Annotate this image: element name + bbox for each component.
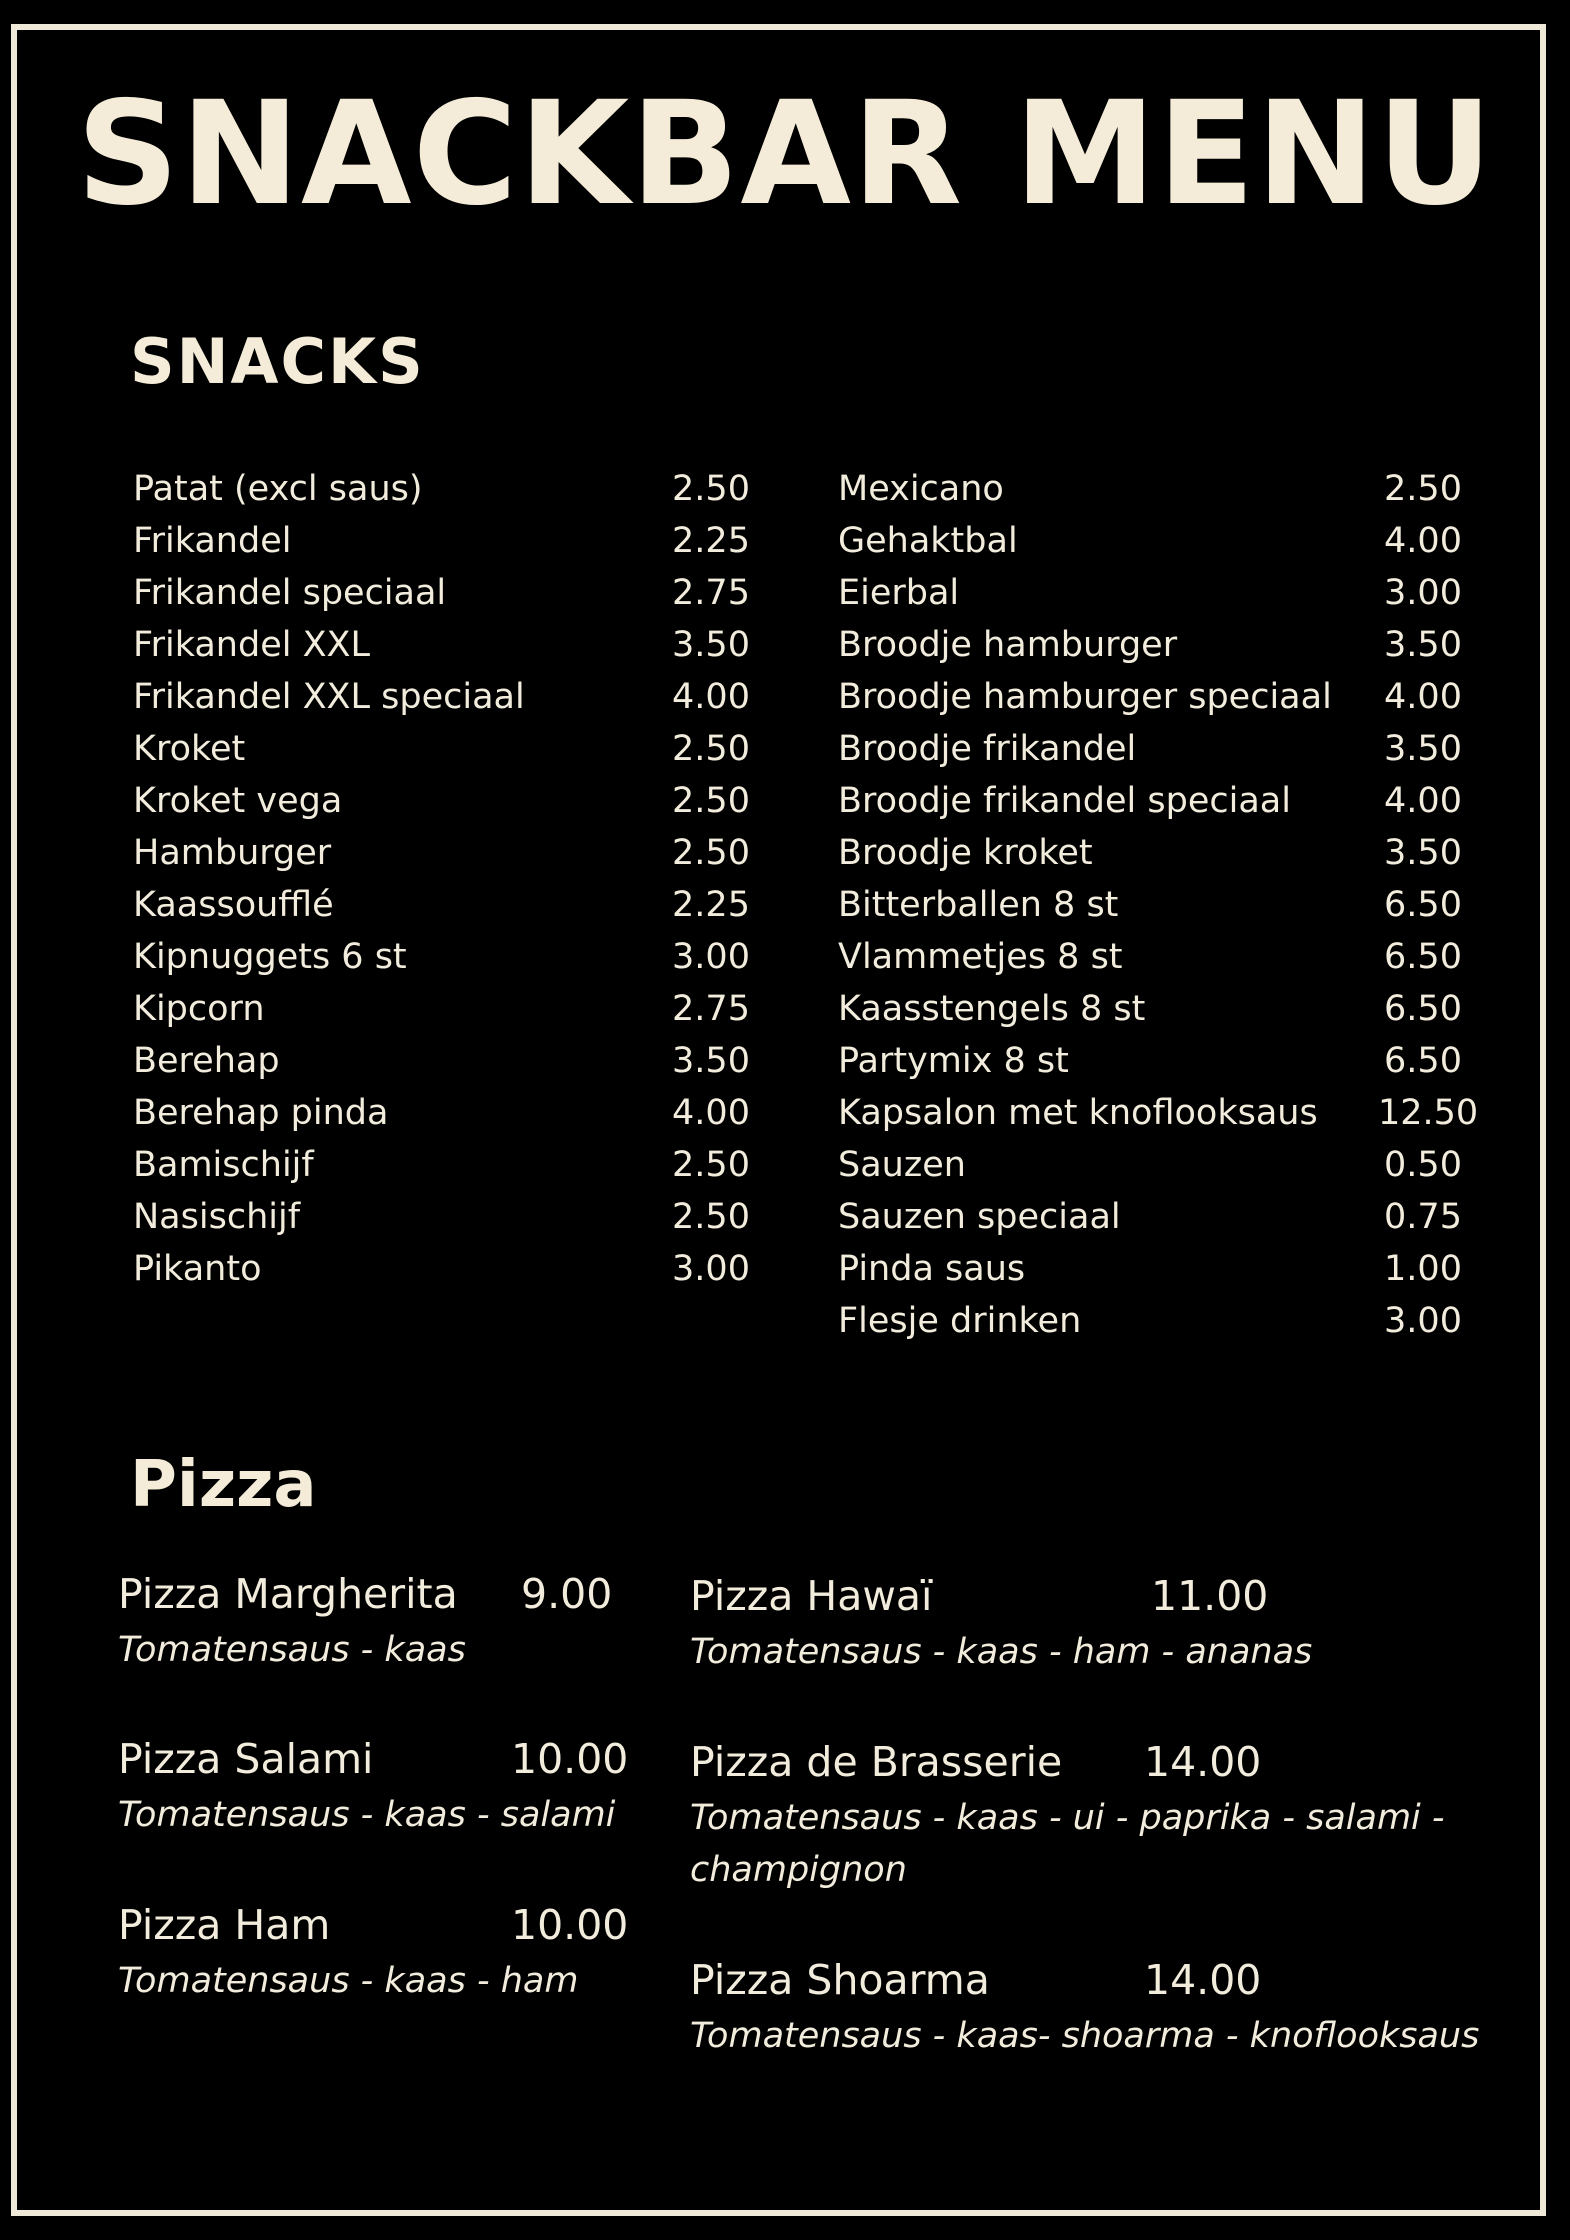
pizza-item-hawai xyxy=(690,1566,1312,1678)
snack-price: 4.00 xyxy=(1384,521,1462,561)
snack-price: 2.50 xyxy=(1384,469,1462,509)
snack-name: Berehap pinda xyxy=(133,1093,389,1133)
snack-name: Hamburger xyxy=(133,833,332,873)
pizza-name: Pizza Shoarma xyxy=(690,1956,990,2004)
snack-price: 12.50 xyxy=(1378,1093,1479,1133)
snack-price: 4.00 xyxy=(672,1093,750,1133)
snack-name: Kaasstengels 8 st xyxy=(838,989,1146,1029)
snack-row xyxy=(838,671,1468,723)
snack-row xyxy=(133,827,756,879)
pizza-heading: Pizza xyxy=(130,1448,317,1522)
pizza-name: Pizza Ham xyxy=(118,1901,331,1949)
snack-name: Kipcorn xyxy=(133,989,265,1029)
snack-price: 2.50 xyxy=(672,833,750,873)
pizza-name: Pizza Salami xyxy=(118,1735,374,1783)
snack-price: 3.50 xyxy=(1384,625,1462,665)
snack-row xyxy=(133,775,756,827)
snack-row xyxy=(838,827,1468,879)
snack-row xyxy=(133,723,756,775)
snacks-right-column xyxy=(838,463,1479,1347)
snack-price: 1.00 xyxy=(1384,1249,1462,1289)
snack-name: Broodje hamburger xyxy=(838,625,1178,665)
snack-row xyxy=(838,515,1468,567)
snack-row xyxy=(838,1139,1468,1191)
snack-row xyxy=(133,1243,756,1295)
snack-price: 6.50 xyxy=(1384,937,1462,977)
snack-row xyxy=(133,567,756,619)
snack-name: Frikandel xyxy=(133,521,292,561)
pizza-item-shoarma xyxy=(690,1950,1479,2062)
pizza-description: Tomatensaus - kaas - ui - paprika - salami - champignon xyxy=(690,1798,1445,1890)
snack-name: Kapsalon met knoflooksaus xyxy=(838,1093,1318,1133)
snack-price: 2.50 xyxy=(672,1145,750,1185)
snack-name: Patat (excl saus) xyxy=(133,469,423,509)
snack-name: Pikanto xyxy=(133,1249,262,1289)
pizza-description: Tomatensaus - kaas- shoarma - knoflooksaus xyxy=(690,2016,1480,2056)
snack-price: 2.25 xyxy=(672,521,750,561)
snack-row xyxy=(838,1087,1479,1139)
snack-row xyxy=(838,879,1468,931)
snack-name: Flesje drinken xyxy=(838,1301,1082,1341)
snack-price: 6.50 xyxy=(1384,885,1462,925)
snack-row xyxy=(838,619,1468,671)
snack-name: Mexicano xyxy=(838,469,1004,509)
snack-name: Kaassoufflé xyxy=(133,885,334,925)
snack-name: Sauzen speciaal xyxy=(838,1197,1121,1237)
snacks-left-column xyxy=(133,463,756,1295)
snack-price: 0.50 xyxy=(1384,1145,1462,1185)
pizza-price: 10.00 xyxy=(511,1901,629,1949)
pizza-item-ham xyxy=(118,1895,629,2007)
snack-row xyxy=(133,1087,756,1139)
snack-name: Kipnuggets 6 st xyxy=(133,937,407,977)
snack-price: 3.50 xyxy=(672,625,750,665)
snack-name: Broodje frikandel speciaal xyxy=(838,781,1291,821)
snack-name: Bamischijf xyxy=(133,1145,314,1185)
pizza-price: 10.00 xyxy=(511,1735,629,1783)
snack-price: 3.50 xyxy=(1384,833,1462,873)
snack-price: 0.75 xyxy=(1384,1197,1462,1237)
pizza-item-margherita xyxy=(118,1564,613,1676)
snack-row xyxy=(838,931,1468,983)
snack-row xyxy=(133,931,756,983)
snack-name: Broodje kroket xyxy=(838,833,1093,873)
pizza-description: Tomatensaus - kaas xyxy=(118,1630,466,1670)
snack-row xyxy=(133,463,756,515)
snack-price: 2.50 xyxy=(672,469,750,509)
snack-row xyxy=(133,619,756,671)
snack-price: 2.25 xyxy=(672,885,750,925)
snack-row xyxy=(133,1035,756,1087)
snack-name: Gehaktbal xyxy=(838,521,1018,561)
snack-row xyxy=(838,1243,1468,1295)
snack-row xyxy=(133,879,756,931)
pizza-name: Pizza Margherita xyxy=(118,1570,458,1618)
snack-price: 2.75 xyxy=(672,989,750,1029)
snack-price: 3.50 xyxy=(672,1041,750,1081)
snack-name: Nasischijf xyxy=(133,1197,301,1237)
snack-name: Eierbal xyxy=(838,573,960,613)
pizza-price: 14.00 xyxy=(1144,1738,1262,1786)
pizza-name: Pizza Hawaï xyxy=(690,1572,933,1620)
snack-row xyxy=(133,515,756,567)
snack-row xyxy=(838,1295,1468,1347)
snack-price: 2.50 xyxy=(672,781,750,821)
pizza-price: 9.00 xyxy=(521,1570,613,1618)
pizza-item-salami xyxy=(118,1729,629,1841)
snack-name: Pinda saus xyxy=(838,1249,1026,1289)
snack-name: Berehap xyxy=(133,1041,280,1081)
snack-row xyxy=(838,567,1468,619)
snack-row xyxy=(838,1191,1468,1243)
snack-row xyxy=(838,723,1468,775)
snack-price: 3.00 xyxy=(1384,573,1462,613)
snack-price: 6.50 xyxy=(1384,989,1462,1029)
snack-price: 2.75 xyxy=(672,573,750,613)
snack-price: 3.50 xyxy=(1384,729,1462,769)
snack-name: Kroket vega xyxy=(133,781,343,821)
pizza-description: Tomatensaus - kaas - salami xyxy=(118,1795,616,1835)
snack-price: 3.00 xyxy=(672,1249,750,1289)
snack-row xyxy=(133,983,756,1035)
snack-row xyxy=(133,1191,756,1243)
snack-price: 3.00 xyxy=(672,937,750,977)
snack-row xyxy=(838,463,1468,515)
pizza-price: 14.00 xyxy=(1144,1956,1262,2004)
snack-name: Frikandel speciaal xyxy=(133,573,447,613)
snack-row xyxy=(133,671,756,723)
snack-name: Vlammetjes 8 st xyxy=(838,937,1123,977)
pizza-name: Pizza de Brasserie xyxy=(690,1738,1063,1786)
snacks-heading: SNACKS xyxy=(130,325,425,398)
snack-name: Bitterballen 8 st xyxy=(838,885,1119,925)
snack-row xyxy=(838,983,1468,1035)
snack-name: Partymix 8 st xyxy=(838,1041,1069,1081)
snack-name: Kroket xyxy=(133,729,246,769)
snack-row xyxy=(133,1139,756,1191)
snack-name: Sauzen xyxy=(838,1145,966,1185)
pizza-description: Tomatensaus - kaas - ham xyxy=(118,1961,579,2001)
snack-price: 4.00 xyxy=(1384,781,1462,821)
snack-row xyxy=(838,1035,1468,1087)
pizza-description: Tomatensaus - kaas - ham - ananas xyxy=(690,1632,1313,1672)
snack-name: Broodje hamburger speciaal xyxy=(838,677,1332,717)
snack-price: 6.50 xyxy=(1384,1041,1462,1081)
snack-name: Frikandel XXL speciaal xyxy=(133,677,525,717)
snack-price: 4.00 xyxy=(1384,677,1462,717)
snack-price: 2.50 xyxy=(672,729,750,769)
snack-name: Frikandel XXL xyxy=(133,625,371,665)
snack-price: 2.50 xyxy=(672,1197,750,1237)
snack-price: 3.00 xyxy=(1384,1301,1462,1341)
pizza-price: 11.00 xyxy=(1151,1572,1269,1620)
snack-row xyxy=(838,775,1468,827)
menu-title: SNACKBAR MENU xyxy=(76,70,1494,237)
snack-price: 4.00 xyxy=(672,677,750,717)
snack-name: Broodje frikandel xyxy=(838,729,1137,769)
pizza-item-de-brasserie xyxy=(690,1732,1480,1896)
